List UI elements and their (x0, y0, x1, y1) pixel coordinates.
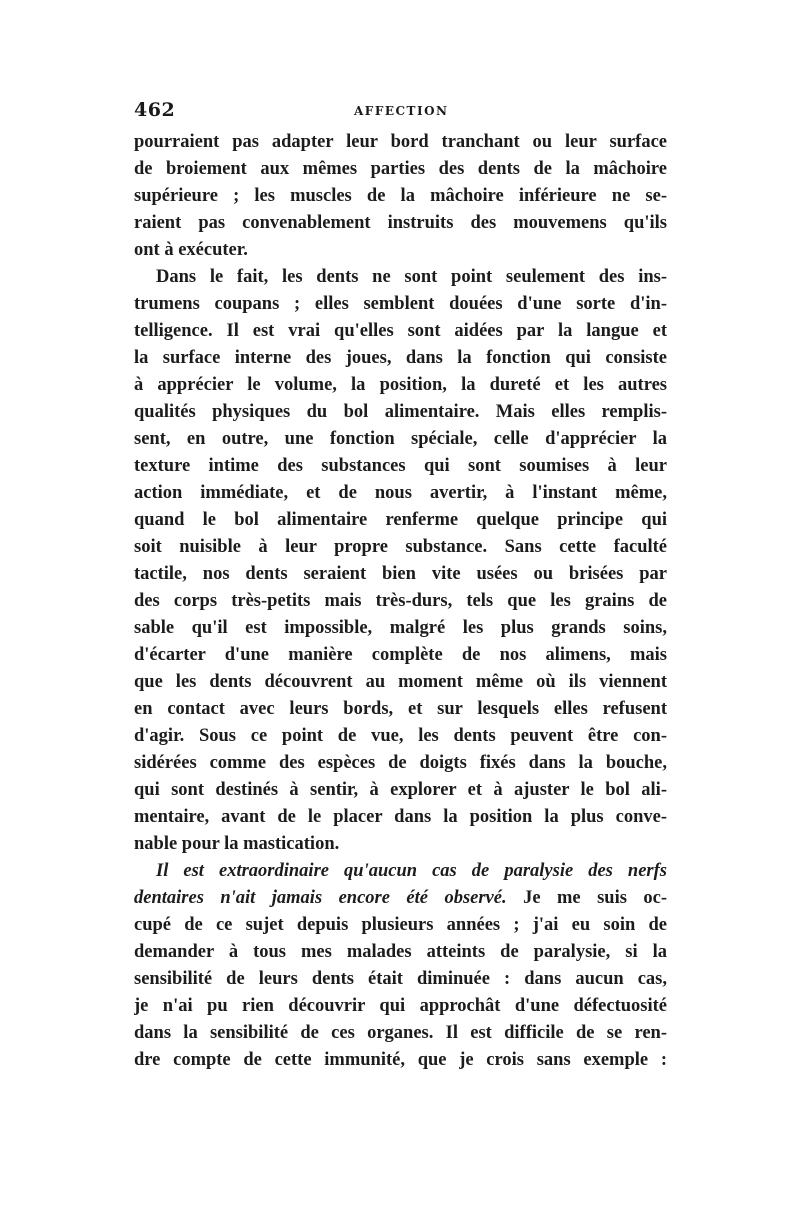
paragraph-3 (134, 858, 667, 1074)
page-header (134, 99, 667, 123)
text-line: sensibilité de leurs dents était diminuée : dans aucun cas, (134, 969, 667, 989)
text-line: tactile, nos dents seraient bien vite usées ou brisées par (134, 564, 667, 584)
text-line: des corps très-petits mais très-durs, tels que les grains de (134, 591, 667, 611)
text-line: d'agir. Sous ce point de vue, les dents peuvent être con- (134, 726, 667, 746)
text-line: que les dents découvrent au moment même où ils viennent (134, 672, 667, 692)
text-line (134, 858, 667, 885)
text-line: à apprécier le volume, la position, la dureté et les autres (134, 375, 667, 395)
text-line: Dans le fait, les dents ne sont point seulement des ins- (156, 267, 667, 287)
text-line: mentaire, avant de le placer dans la position la plus conve- (134, 807, 667, 827)
text-line: je n'ai pu rien découvrir qui approchât d'une défectuosité (134, 996, 667, 1016)
roman-text: Je me suis oc- (506, 888, 667, 908)
text-line: d'écarter d'une manière complète de nos alimens, mais (134, 645, 667, 665)
text-line: dans la sensibilité de ces organes. Il est difficile de se ren- (134, 1023, 667, 1043)
text-line: nable pour la mastication. (134, 834, 340, 854)
text-line: la surface interne des joues, dans la fonction qui consiste (134, 348, 667, 368)
italic-text: dentaires n'ait jamais encore été observé. (134, 888, 507, 908)
text-line: demander à tous mes malades atteints de paralysie, si la (134, 942, 667, 962)
text-line: raient pas convenablement instruits des mouvemens qu'ils (134, 213, 667, 233)
text-line: trumens coupans ; elles semblent douées d'une sorte d'in- (134, 294, 667, 314)
text-line: telligence. Il est vrai qu'elles sont aidées par la langue et (134, 321, 667, 341)
text-line: dre compte de cette immunité, que je crois sans exemple : (134, 1050, 667, 1070)
text-line: pourraient pas adapter leur bord tranchant ou leur surface (134, 132, 667, 152)
text-line: sable qu'il est impossible, malgré les plus grands soins, (134, 618, 667, 638)
body-text (134, 129, 667, 1074)
text-line: texture intime des substances qui sont soumises à leur (134, 456, 667, 476)
text-line: soit nuisible à leur propre substance. Sans cette faculté (134, 537, 667, 557)
text-line: quand le bol alimentaire renferme quelque principe qui (134, 510, 667, 530)
text-line: action immédiate, et de nous avertir, à l'instant même, (134, 483, 667, 503)
text-line: sidérées comme des espèces de doigts fixés dans la bouche, (134, 753, 667, 773)
text-line: qualités physiques du bol alimentaire. Mais elles remplis- (134, 402, 667, 422)
page-number: 462 (134, 99, 176, 121)
paragraph-2 (134, 264, 667, 858)
text-line: qui sont destinés à sentir, à explorer et à ajuster le bol ali- (134, 780, 667, 800)
text-line: cupé de ce sujet depuis plusieurs années ; j'ai eu soin de (134, 915, 667, 935)
text-line: supérieure ; les muscles de la mâchoire inférieure ne se- (134, 186, 667, 206)
running-head: AFFECTION (354, 104, 449, 118)
text-line: en contact avec leurs bords, et sur lesquels elles refusent (134, 699, 667, 719)
text-line (134, 885, 667, 912)
italic-text: Il est extraordinaire qu'aucun cas de paralysie des nerfs (156, 861, 667, 881)
text-line: de broiement aux mêmes parties des dents de la mâchoire (134, 159, 667, 179)
paragraph-1 (134, 129, 667, 264)
text-line: ont à exécuter. (134, 240, 248, 260)
text-line: sent, en outre, une fonction spéciale, celle d'apprécier la (134, 429, 667, 449)
